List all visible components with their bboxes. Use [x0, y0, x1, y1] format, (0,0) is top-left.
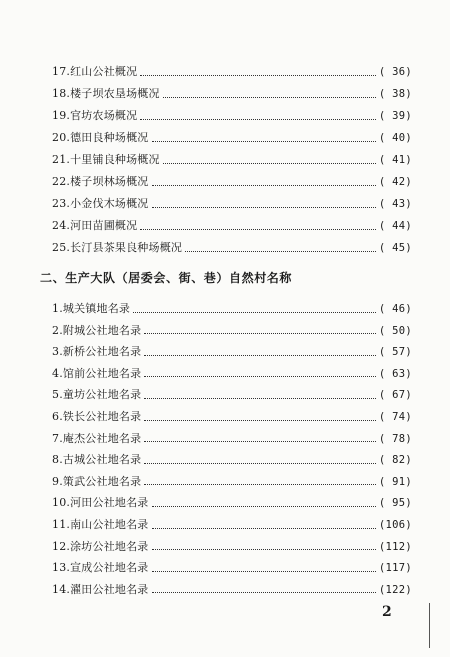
toc-entry-title: 24.河田苗圃概况 — [52, 219, 138, 232]
toc-entry-page: ( 36) — [378, 66, 412, 78]
toc-entry — [52, 84, 412, 104]
toc-entry — [52, 450, 412, 470]
toc-dot-leader — [152, 549, 376, 550]
toc-entry-title: 8.古城公社地名录 — [52, 453, 142, 467]
toc-entry — [52, 150, 412, 170]
toc-entry-title: 21.十里铺良种场概况 — [52, 153, 160, 166]
toc-entry-page: ( 57) — [378, 346, 412, 359]
toc-entry-title: 5.童坊公社地名录 — [52, 388, 142, 402]
toc-entry-title: 20.德田良种场概况 — [52, 131, 149, 144]
toc-entry-page: ( 44) — [378, 220, 412, 232]
toc-entry-page: (117) — [378, 562, 412, 575]
toc-entry — [52, 172, 412, 192]
toc-dot-leader — [140, 75, 376, 76]
toc-entry — [52, 580, 412, 600]
toc-dot-leader — [152, 141, 376, 142]
toc-entry-page: ( 95) — [378, 497, 412, 510]
toc-entry — [52, 493, 412, 513]
toc-entry-page: (112) — [378, 540, 412, 553]
toc-entry-page: ( 42) — [378, 176, 412, 188]
toc-dot-leader — [144, 420, 376, 421]
toc-entry-title: 7.庵杰公社地名录 — [52, 431, 142, 445]
toc-entry — [52, 194, 412, 214]
toc-entry — [52, 342, 412, 362]
toc-dot-leader — [152, 207, 376, 208]
toc-entry-page: ( 82) — [378, 454, 412, 467]
toc-entry-page: ( 46) — [378, 303, 412, 315]
toc-entry-title: 22.楼子坝林场概况 — [52, 175, 149, 188]
toc-dot-leader — [144, 463, 376, 464]
toc-entry — [52, 515, 412, 535]
toc-entry — [52, 385, 412, 405]
toc-dot-leader — [185, 251, 376, 252]
toc-dot-leader — [152, 592, 376, 593]
toc-entry-title: 13.宣成公社地名录 — [52, 561, 149, 575]
toc-entry-title: 17.红山公社概况 — [52, 65, 138, 78]
toc-entry-page: (122) — [378, 583, 412, 596]
toc-dot-leader — [144, 441, 376, 442]
toc-entry-page: ( 40) — [378, 132, 412, 144]
toc-entry-page: ( 63) — [378, 367, 412, 380]
toc-entry-title: 4.馆前公社地名录 — [52, 366, 142, 380]
toc-dot-leader — [144, 355, 376, 356]
toc-entry-page: ( 78) — [378, 432, 412, 445]
toc-entry — [52, 537, 412, 557]
toc-entry — [52, 128, 412, 148]
toc-entry-title: 1.城关镇地名录 — [52, 302, 131, 315]
toc-entry — [52, 321, 412, 341]
toc-entry-title: 6.铁长公社地名录 — [52, 410, 142, 423]
toc-entry-title: 19.官坊农场概况 — [52, 109, 138, 122]
toc-entry-page: ( 50) — [378, 324, 412, 337]
toc-entry-page: ( 43) — [378, 198, 412, 210]
toc-dot-leader — [140, 119, 376, 120]
scan-edge-line — [429, 603, 430, 648]
toc-dot-leader — [144, 333, 376, 334]
toc-entry-title: 14.濯田公社地名录 — [52, 582, 149, 596]
toc-dot-leader — [140, 229, 376, 230]
toc-entry-title: 12.涂坊公社地名录 — [52, 539, 149, 553]
toc-entry-page: ( 45) — [378, 242, 412, 254]
toc-dot-leader — [163, 97, 376, 98]
toc-dot-leader — [144, 484, 376, 485]
toc-entry — [52, 106, 412, 126]
toc-entry — [52, 472, 412, 492]
toc-dot-leader — [133, 312, 376, 313]
toc-entry-title: 2.附城公社地名录 — [52, 323, 142, 337]
toc-entry-title: 25.长汀县茶果良种场概况 — [52, 241, 183, 254]
page-number: 2 — [382, 604, 392, 620]
toc-entry-title: 3.新桥公社地名录 — [52, 345, 142, 359]
toc-entry-title: 23.小金伐木场概况 — [52, 197, 149, 210]
toc-entry — [52, 216, 412, 236]
toc-entry-page: ( 67) — [378, 389, 412, 402]
toc-entry-title: 9.策武公社地名录 — [52, 474, 142, 488]
toc-entry — [52, 62, 412, 82]
toc-dot-leader — [163, 163, 376, 164]
toc-dot-leader — [144, 398, 376, 399]
section-heading: 二、生产大队（居委会、街、巷）自然村名称 — [40, 271, 293, 285]
toc-dot-leader — [152, 571, 376, 572]
toc-entry-title: 11.南山公社地名录 — [52, 518, 149, 531]
toc-entry-page: ( 91) — [378, 475, 412, 488]
toc-entry-page: (106) — [378, 519, 412, 531]
toc-dot-leader — [152, 185, 376, 186]
toc-entry — [52, 429, 412, 449]
toc-dot-leader — [152, 528, 376, 529]
toc-entry — [52, 238, 412, 258]
toc-entry — [52, 299, 412, 319]
toc-entry — [52, 407, 412, 427]
toc-entry-page: ( 38) — [378, 88, 412, 100]
toc-entry-page: ( 74) — [378, 411, 412, 423]
toc-entry-title: 10.河田公社地名录 — [52, 496, 149, 510]
toc-dot-leader — [144, 376, 376, 377]
toc-entry-page: ( 39) — [378, 110, 412, 122]
toc-entry — [52, 364, 412, 384]
toc-entry-page: ( 41) — [378, 154, 412, 166]
toc-entry — [52, 558, 412, 578]
toc-entry-title: 18.楼子坝农垦场概况 — [52, 87, 160, 100]
toc-dot-leader — [152, 506, 376, 507]
